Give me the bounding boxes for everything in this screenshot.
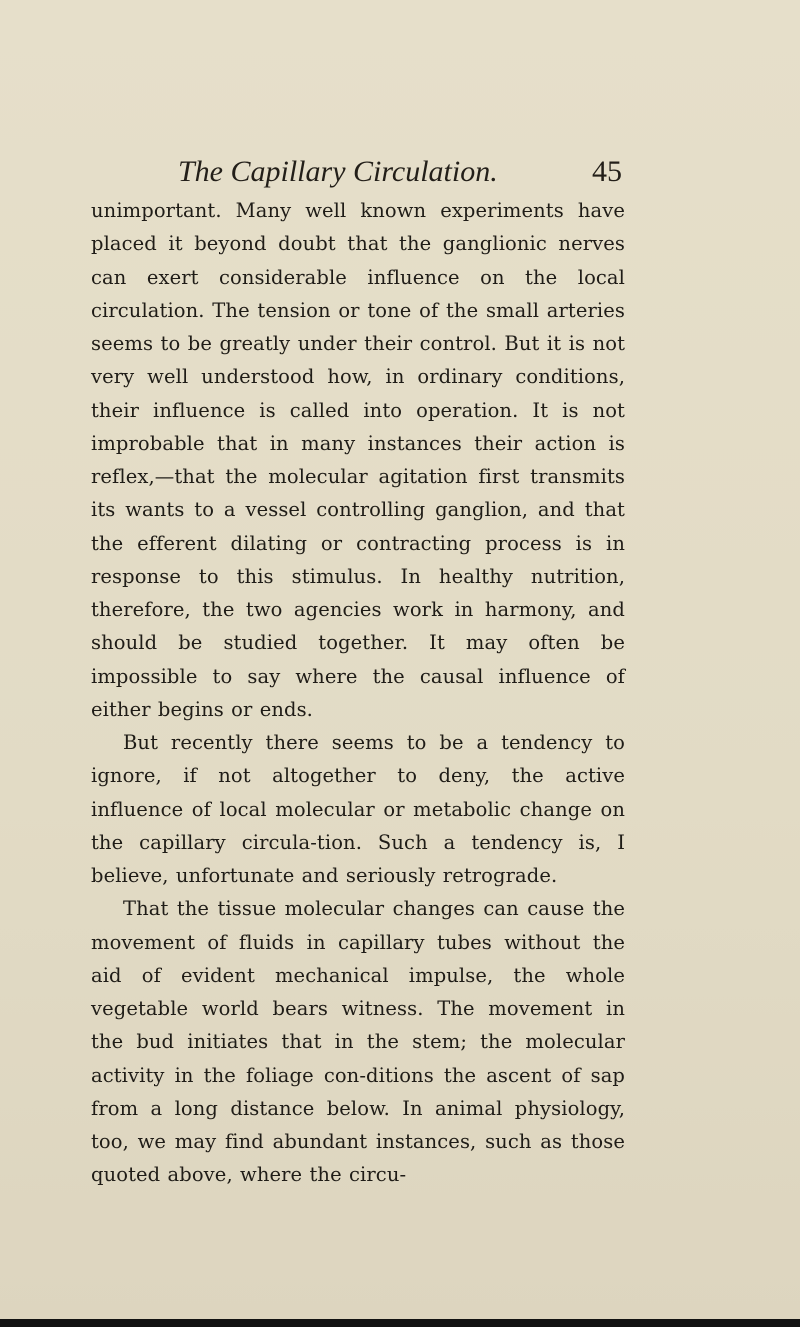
paragraph-2: But recently there seems to be a tendency to ignore, if not altogether to deny, the active influence of local molecular or metabolic change on the capillary circula-tion. Such a tendency is, I believe, unfortunate and seriously retrograde. — [91, 731, 625, 887]
scan-bottom-edge — [0, 1319, 800, 1327]
paragraph-1: unimportant. Many well known experiments have placed it beyond doubt that the ganglionic nerves can exert considerable influence on the local circulation. The tension or tone of the small arteries seems to be greatly under their control. But it is not very well understood how, in ordinary conditions, their influence is called into operation. It is not improbable that in many instances their action is reflex,—that the molecular agitation first transmits its wants to a vessel controlling ganglion, and that the efferent dilating or contracting process is in response to this stimulus. In healthy nutrition, therefore, the two agencies work in harmony, and should be studied together. It may often be impossible to say where the causal influence of either begins or ends. — [91, 199, 625, 721]
paragraph-3: That the tissue molecular changes can cause the movement of fluids in capillary tubes without the aid of evident mechanical impulse, the whole vegetable world bears witness. The movement in the bud initiates that in the stem; the molecular activity in the foliage con-ditions the ascent of sap from a long distance below. In animal physiology, too, we may find abundant instances, such as those quoted above, where the circu- — [91, 897, 625, 1187]
page-number: 45 — [592, 155, 622, 188]
page-header — [0, 152, 800, 192]
body-text — [91, 194, 625, 1192]
running-title: The Capillary Circulation. — [178, 155, 498, 188]
